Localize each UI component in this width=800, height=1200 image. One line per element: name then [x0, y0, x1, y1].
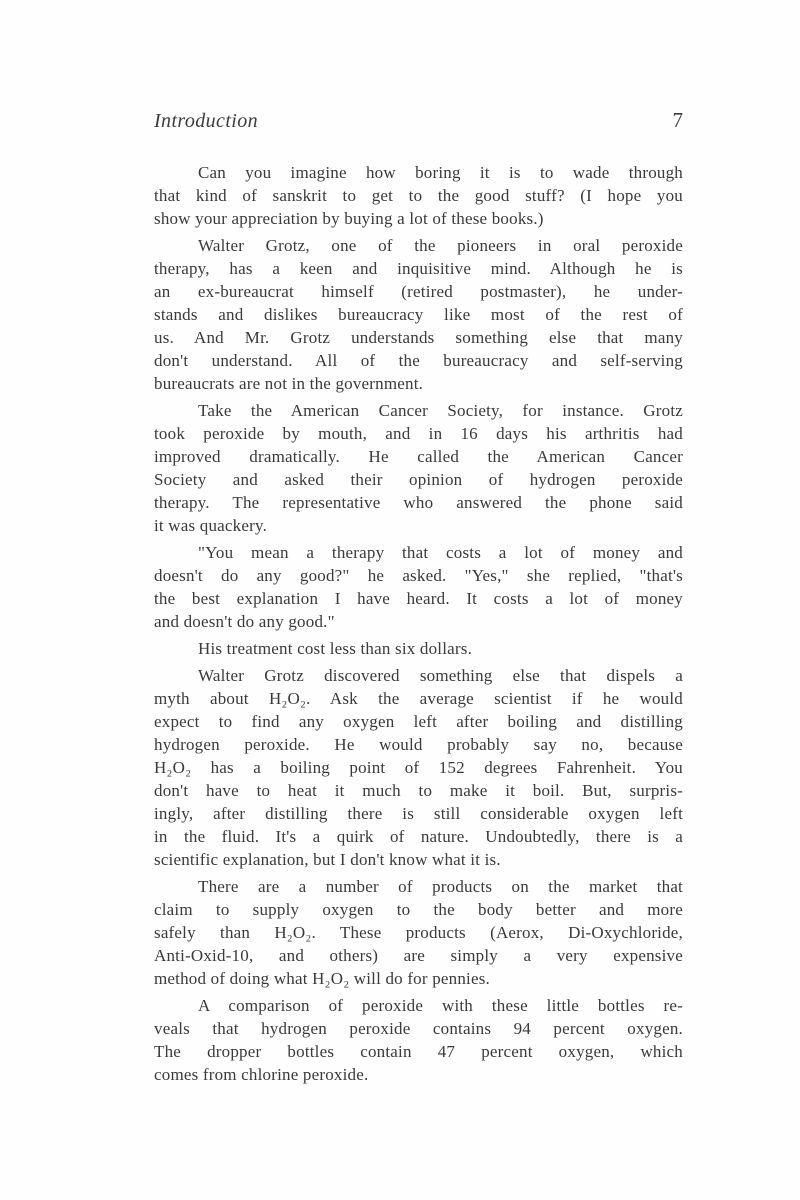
running-title: Introduction	[154, 110, 259, 132]
text-line: "You mean a therapy that costs a lot of money and	[198, 543, 683, 562]
text-line: A comparison of peroxide with these little bottles re-	[198, 996, 683, 1015]
text-line: an ex-bureaucrat himself (retired postmaster), he under-	[154, 282, 683, 301]
paragraph	[154, 637, 683, 660]
text-line: stands and dislikes bureaucracy like most of the rest of	[154, 305, 683, 324]
paragraph	[154, 161, 683, 230]
paragraph	[154, 664, 683, 871]
text-line: H₂O₂ has a boiling point of 152 degrees Fahrenheit. You	[154, 758, 683, 777]
paragraph	[154, 234, 683, 395]
text-line: method of doing what H₂O₂ will do for pennies.	[154, 969, 490, 988]
text-line: and doesn't do any good."	[154, 612, 335, 631]
text-line: myth about H₂O₂. Ask the average scientist if he would	[154, 689, 683, 708]
page-number: 7	[672, 108, 683, 132]
text-line: don't understand. All of the bureaucracy and self-serving	[154, 351, 683, 370]
text-line: Walter Grotz, one of the pioneers in oral peroxide	[198, 236, 683, 255]
text-line: expect to find any oxygen left after boiling and distilling	[154, 712, 683, 731]
page-header	[154, 108, 683, 133]
text-line: doesn't do any good?" he asked. "Yes," she replied, "that's	[154, 566, 683, 585]
text-line: that kind of sanskrit to get to the good stuff? (I hope you	[154, 186, 683, 205]
text-line: The dropper bottles contain 47 percent oxygen, which	[154, 1042, 683, 1061]
text-line: show your appreciation by buying a lot of these books.)	[154, 209, 544, 228]
text-line: improved dramatically. He called the American Cancer	[154, 447, 683, 466]
text-line: Can you imagine how boring it is to wade through	[198, 163, 683, 182]
paragraph	[154, 541, 683, 633]
text-line: bureaucrats are not in the government.	[154, 374, 424, 393]
text-line: safely than H₂O₂. These products (Aerox, Di-Oxychloride,	[154, 923, 683, 942]
text-line: don't have to heat it much to make it boil. But, surpris-	[154, 781, 683, 800]
text-line: Society and asked their opinion of hydrogen peroxide	[154, 470, 683, 489]
text-line: scientific explanation, but I don't know what it is.	[154, 850, 501, 869]
text-line: the best explanation I have heard. It costs a lot of money	[154, 589, 683, 608]
text-line: it was quackery.	[154, 516, 268, 535]
text-line: comes from chlorine peroxide.	[154, 1065, 369, 1084]
paragraph	[154, 875, 683, 990]
text-line: therapy, has a keen and inquisitive mind. Although he is	[154, 259, 683, 278]
text-line: There are a number of products on the market that	[198, 877, 683, 896]
text-line: ingly, after distilling there is still considerable oxygen left	[154, 804, 683, 823]
text-line: took peroxide by mouth, and in 16 days his arthritis had	[154, 424, 683, 443]
paragraph	[154, 399, 683, 537]
text-line: Take the American Cancer Society, for instance. Grotz	[198, 401, 683, 420]
text-line: us. And Mr. Grotz understands something else that many	[154, 328, 683, 347]
text-line: hydrogen peroxide. He would probably say no, because	[154, 735, 683, 754]
text-line: His treatment cost less than six dollars.	[198, 639, 473, 658]
text-line: Walter Grotz discovered something else that dispels a	[198, 666, 683, 685]
text-line: veals that hydrogen peroxide contains 94 percent oxygen.	[154, 1019, 683, 1038]
text-line: Anti-Oxid-10, and others) are simply a very expensive	[154, 946, 683, 965]
text-line: claim to supply oxygen to the body better and more	[154, 900, 683, 919]
text-line: in the fluid. It's a quirk of nature. Undoubtedly, there is a	[154, 827, 683, 846]
page-content	[154, 108, 683, 1086]
paragraph	[154, 994, 683, 1086]
text-line: therapy. The representative who answered the phone said	[154, 493, 683, 512]
page-body	[154, 161, 683, 1086]
